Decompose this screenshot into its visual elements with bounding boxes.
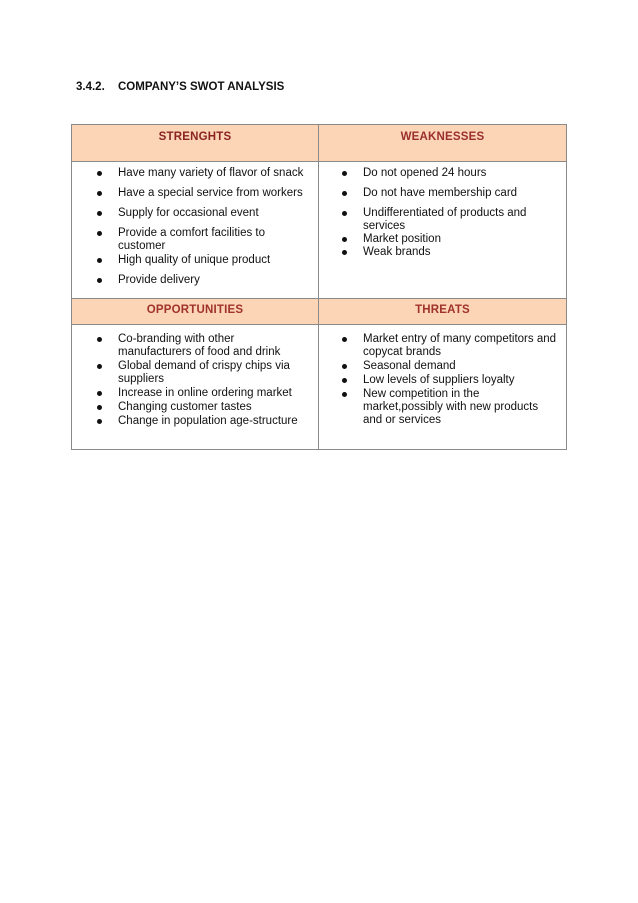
list-item: Have a special service from workers (72, 187, 318, 200)
weaknesses-list (319, 167, 566, 259)
bullet-icon (97, 364, 102, 369)
bullet-icon (342, 211, 347, 216)
bullet-icon (342, 250, 347, 255)
bullet-icon (97, 231, 102, 236)
bullet-icon (97, 191, 102, 196)
list-item: Do not opened 24 hours (319, 167, 566, 180)
section-number: 3.4.2. (76, 81, 105, 93)
weaknesses-cell (319, 162, 566, 299)
bullet-icon (342, 378, 347, 383)
bullet-icon (342, 191, 347, 196)
list-item: Provide a comfort facilities to customer (72, 227, 318, 253)
opportunities-cell (72, 325, 319, 449)
list-item: Have many variety of flavor of snack (72, 167, 318, 180)
threats-list (319, 333, 566, 427)
swot-header-row-top (72, 125, 566, 162)
list-item: Changing customer tastes (72, 401, 318, 414)
list-item: Low levels of suppliers loyalty (319, 374, 566, 387)
section-title: COMPANY’S SWOT ANALYSIS (118, 81, 285, 93)
bullet-icon (97, 278, 102, 283)
swot-body-row-top (72, 162, 566, 299)
list-item: High quality of unique product (72, 254, 318, 267)
opportunities-list (72, 333, 318, 428)
bullet-icon (97, 405, 102, 410)
swot-body-row-bottom (72, 325, 566, 449)
list-item: Increase in online ordering market (72, 387, 318, 400)
strengths-header: STRENGHTS (72, 125, 319, 162)
strengths-cell (72, 162, 319, 299)
list-item: Weak brands (319, 246, 566, 259)
bullet-icon (342, 392, 347, 397)
list-item: Market position (319, 233, 566, 246)
list-item: Provide delivery (72, 274, 318, 287)
section-heading (76, 81, 284, 93)
bullet-icon (342, 337, 347, 342)
bullet-icon (342, 237, 347, 242)
swot-header-row-bottom (72, 299, 566, 325)
list-item: Global demand of crispy chips via suppliers (72, 360, 318, 386)
list-item: Supply for occasional event (72, 207, 318, 220)
bullet-icon (97, 419, 102, 424)
threats-cell (319, 325, 566, 449)
strengths-list (72, 167, 318, 287)
weaknesses-header: WEAKNESSES (319, 125, 566, 162)
bullet-icon (97, 337, 102, 342)
list-item: Market entry of many competitors and copycat brands (319, 333, 566, 359)
swot-table (71, 124, 567, 450)
bullet-icon (342, 364, 347, 369)
threats-header: THREATS (319, 299, 566, 325)
list-item: Change in population age-structure (72, 415, 318, 428)
bullet-icon (97, 211, 102, 216)
list-item: New competition in the market,possibly with new products and or services (319, 388, 566, 427)
list-item: Co-branding with other manufacturers of food and drink (72, 333, 318, 359)
list-item: Undifferentiated of products and services (319, 207, 566, 233)
bullet-icon (342, 171, 347, 176)
opportunities-header: OPPORTUNITIES (72, 299, 319, 325)
bullet-icon (97, 258, 102, 263)
list-item: Do not have membership card (319, 187, 566, 200)
bullet-icon (97, 391, 102, 396)
list-item: Seasonal demand (319, 360, 566, 373)
bullet-icon (97, 171, 102, 176)
